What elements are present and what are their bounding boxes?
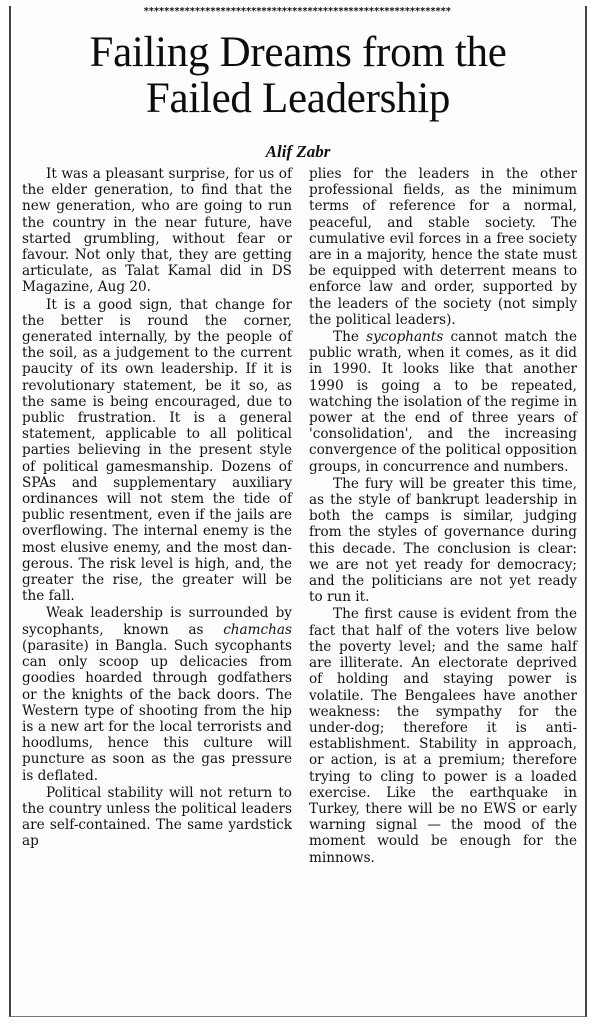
top-asterisk-rule: ************************************************************ (143, 6, 451, 17)
headline-line-1: Failing Dreams from the (89, 29, 507, 76)
paragraph: Political stability will not return to the country unless the political leaders are self-contained. The same yardstick ap (22, 784, 292, 850)
italic-term: chamchas (223, 621, 292, 638)
headline (11, 30, 585, 122)
paragraph-text: Weak leadership is surrounded by sycophants, known as (22, 605, 292, 638)
headline-line-2: Failed Leadership (145, 75, 451, 122)
paragraph (22, 605, 292, 783)
byline: Alif Zabr (265, 142, 331, 161)
paragraph-continued: plies for the leaders in the other professional fields, as the minimum terms of reference for a normal, peaceful, and stable society. The cumulative evil forces in a free society are in a majority, hence the state must be equipped with deterrent means to enforce law and order, supported by the leaders of the society (not simply the political leaders). (309, 166, 577, 328)
paragraph: It is a good sign, that change for the better is round the corner, generated internally, by the people of the soil, as a judgement to the current paucity of its own leadership. If it is revolutionary statement, be it so, as the same is being encouraged, due to public frustration. It is a general statement, applicable to all political parties believing in the present style of political gamesmanship. Dozens of SPAs and supplementary auxiliary ordinances will not stem the tide of public resentment, even if the jails are overflowing. The internal enemy is the most elusive enemy, and the most dangerous. The risk level is high, and, the greater the rise, the greater will be the fall. (22, 296, 292, 605)
newspaper-clipping (9, 6, 587, 1017)
left-column (22, 166, 292, 851)
paragraph-text: cannot match the public wrath, when it comes, as it did in 1990. It looks like that another 1990 is going a to be repeated, watching the isolation of the regime in power at the end of three years of 'consolidation', and the increasing convergence of the political opposition groups, in concurrence and numbers. (309, 329, 577, 475)
italic-term: sycophants (366, 329, 444, 346)
paragraph: The fury will be greater this time, as the style of bankrupt leadership in both the camps is similar, judging from the styles of governance during this decade. The conclusion is clear: we are not yet ready for democracy; and the politicians are not yet ready to run it. (309, 475, 577, 606)
paragraph-text: (parasite) in Bangla. Such sycophants can only scoop up delicacies from goodies hoarded through godfathers or the knights of the back doors. The Western type of shooting from the hip is a new art for the local terrorists and hoodlums, hence this culture will puncture as soon as the gas pressure is deflated. (22, 637, 292, 784)
paragraph: The first cause is evident from the fact that half of the voters live below the poverty level; and the same half are illiterate. An electorate deprived of holding and staying power is volatile. The Bengalees have another weakness: the sympathy for the under-dog; therefore it is anti-establishment. Stability in approach, or action, is at a premium; therefore trying to cling to power is a loaded exercise. Like the earthquake in Turkey, there will be no EWS or early warning signal — the mood of the moment would be enough for the minnows. (309, 606, 577, 866)
paragraph-text: The (333, 329, 367, 346)
right-column (309, 166, 577, 867)
paragraph: It was a pleasant surprise, for us of the elder generation, to find that the new generation, who are going to run the country in the near future, have started grumbling, without fear or favour. Not only that, they are getting articulate, as Talat Kamal did in DS Magazine, Aug 20. (22, 166, 292, 296)
paragraph (309, 329, 577, 475)
